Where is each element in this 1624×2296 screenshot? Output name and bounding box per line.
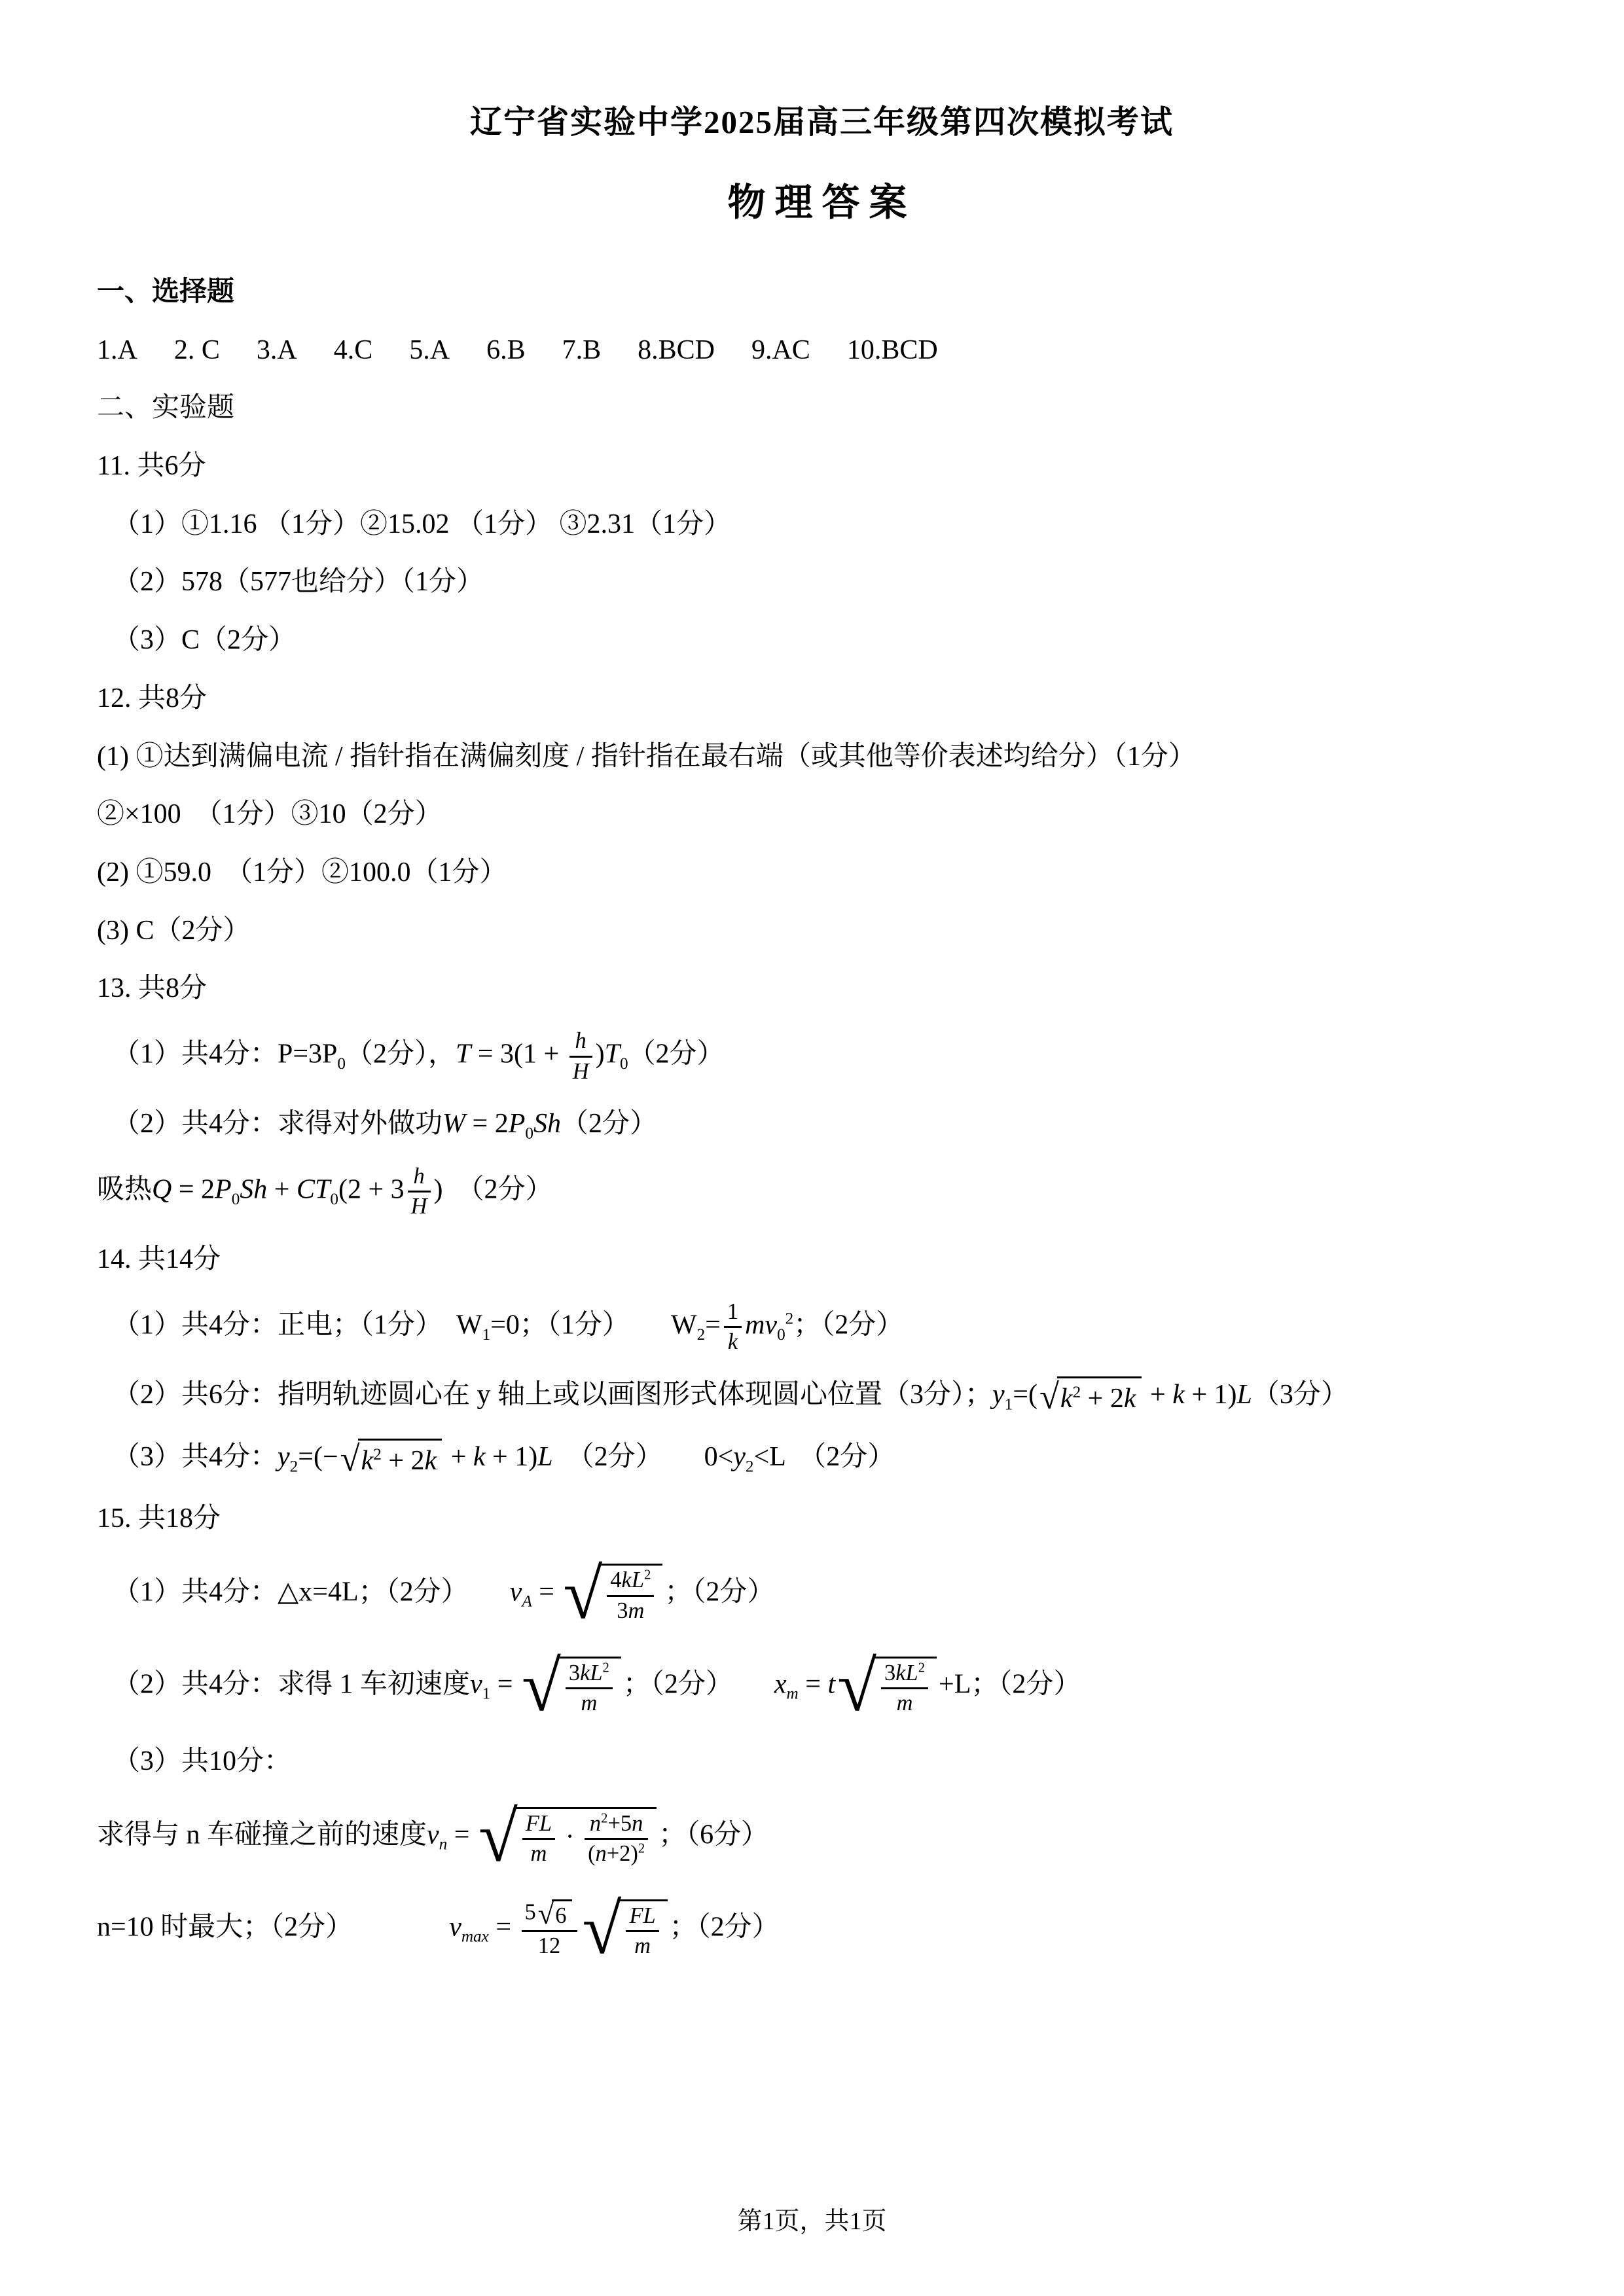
subscript: 1 [482,1325,491,1344]
denominator [408,1193,431,1220]
math-var: H [572,1058,589,1084]
q12-part3 [97,912,1547,950]
text: (1) ①达到满偏电流 / 指针指在满偏刻度 / 指针指在最右端（或其他等价表述均给分）（1分） [97,741,1196,772]
radical-sign: √ [521,1647,561,1727]
radicand [552,1899,571,1929]
sqrt-radical [563,1554,662,1634]
text: （2分） [560,1109,657,1139]
answer-item: 9.AC [751,334,810,365]
denominator [626,1932,659,1960]
text: · [558,1821,582,1852]
math-var: n [589,1810,602,1836]
exam-title: 辽宁省实验中学2025届高三年级第四次模拟考试 [469,104,1174,140]
section-choice-header [97,274,1547,311]
text: （2）共6分：指明轨迹圆心在 y 轴上或以画图形式体现圆心位置（3分）； [113,1379,993,1410]
math-var: L [1236,1379,1252,1410]
denominator [566,1689,613,1717]
answer-item: 8.BCD [638,334,715,365]
subscript: 0 [231,1190,240,1208]
fraction [585,1811,648,1867]
math-var: v [449,1912,461,1943]
numerator [585,1811,648,1840]
subscript: A [522,1592,532,1611]
text: +L；（2分） [939,1669,1081,1700]
math-var: k [1060,1383,1073,1414]
math-var: m [634,1933,651,1959]
numerator [607,1568,654,1597]
denominator [881,1689,928,1717]
math-var: H [410,1194,427,1219]
text: +5 [607,1810,632,1836]
math-var: kL [621,1568,644,1593]
radicand [516,1807,657,1867]
text: = [798,1669,828,1700]
text: = 3(1 + [471,1039,566,1069]
denominator [607,1597,654,1624]
radicand [559,1657,621,1717]
answer-item: 4.C [333,334,373,365]
text: 5 [524,1899,536,1925]
math-var: k [473,1441,486,1472]
text: 12. 共8分 [97,683,208,713]
text: （3）共4分： [113,1441,278,1472]
q12-header [97,680,1547,717]
text: =( [1013,1379,1038,1410]
fraction [408,1164,431,1220]
q15-part1 [97,1554,1547,1634]
text: ( [588,1841,596,1867]
text: （3）C（2分） [113,625,297,656]
q11-part1 [97,506,1547,543]
text: ；（2分） [669,1912,780,1943]
radicand [619,1899,667,1960]
numerator [881,1660,928,1690]
text: = [490,1669,520,1700]
fraction [522,1811,555,1867]
denominator [522,1840,555,1867]
q13-header [97,970,1547,1007]
text: = 2 [465,1109,509,1139]
math-var: Sh [533,1109,561,1139]
text: 4 [610,1568,622,1593]
q11-header [97,448,1547,485]
text: ②×100 （1分）③10（2分） [97,799,442,830]
text: ；（2分） [623,1669,774,1700]
subscript: 2 [289,1457,298,1475]
sqrt-radical [582,1890,668,1969]
radical-sign: √ [478,1797,518,1877]
text: （2）578（577也给分）（1分） [113,567,484,598]
math-var: k [361,1445,374,1476]
superscript: 2 [643,1568,651,1583]
math-var: m [896,1691,913,1716]
text: （3）共10分： [113,1746,292,1777]
text: 13. 共8分 [97,973,208,1004]
text: + [444,1441,473,1472]
text: + [267,1174,297,1205]
text: = [532,1577,562,1607]
document-body [97,274,1547,1969]
math-var: k [1172,1379,1185,1410]
answer-item: 3.A [256,334,297,365]
text: 11. 共6分 [97,451,206,482]
text: （1）共4分：正电；（1分） W [113,1310,482,1340]
math-var: k [1123,1383,1136,1414]
text: 15. 共18分 [97,1503,221,1534]
sqrt-radical [837,1647,937,1727]
text: 1 [727,1299,739,1324]
math-var: P [508,1109,526,1139]
math-var: T [604,1039,620,1069]
q14-part1 [97,1299,1547,1355]
q14-header [97,1241,1547,1278]
q12-part1b [97,796,1547,833]
math-var: Sh [240,1174,268,1205]
numerator [522,1811,555,1840]
numerator [408,1164,431,1193]
math-var: m [628,1598,645,1624]
numerator [522,1899,577,1933]
numerator [569,1028,592,1058]
text: （2）共4分：求得对外做功 [113,1109,443,1139]
denominator [724,1328,742,1355]
subscript: m [786,1685,799,1703]
q13-part2b [97,1164,1547,1220]
fraction [626,1903,659,1960]
text: (3) C（2分） [97,915,251,946]
q13-part1 [97,1028,1547,1085]
math-var: kL [580,1660,603,1685]
text: （3分） [1252,1379,1348,1410]
text: 12 [537,1933,561,1959]
math-var: h [413,1163,425,1189]
math-var: v [427,1820,439,1850]
text: 一、选择题 [97,277,235,307]
math-var: v [509,1577,522,1607]
answer-item: 7.B [562,334,602,365]
subscript: 1 [482,1685,491,1703]
text: + 1) [485,1441,538,1472]
superscript: 2 [638,1841,645,1856]
math-var: x [774,1669,787,1700]
text: <L （2分） [753,1441,895,1472]
text: + 2 [1081,1383,1124,1414]
answer-item: 10.BCD [846,334,938,365]
text: ；（6分） [659,1820,769,1850]
fraction [881,1660,928,1717]
math-var: Q [152,1174,172,1205]
math-var: y [278,1441,290,1472]
math-var: n [595,1841,607,1867]
choice-answers [97,332,1547,369]
math-var: h [575,1028,586,1053]
radicand [1057,1376,1142,1418]
math-var: W [442,1109,466,1139]
fraction [724,1299,742,1355]
text: （2分） [628,1039,725,1069]
text: （2分） 0< [552,1441,734,1472]
q15-header [97,1500,1547,1537]
math-var: FL [525,1810,552,1836]
denominator [569,1058,592,1085]
text: 3 [568,1660,581,1685]
radical-sign: √ [340,1438,360,1479]
text: 6 [555,1903,567,1928]
text: ) [595,1039,605,1069]
text: （1）共4分：△x=4L；（2分） [113,1577,510,1607]
text: = [705,1310,721,1340]
text: 14. 共14分 [97,1244,221,1274]
math-var: m [530,1841,547,1867]
denominator [585,1840,648,1867]
q14-part3 [97,1439,1547,1480]
text: 二、实验题 [97,393,235,423]
text: + 1) [1184,1379,1237,1410]
radicand [600,1564,662,1624]
text: （2）共4分：求得 1 车初速度 [113,1669,471,1700]
text: 3 [617,1598,628,1624]
answer-item: 2. C [173,334,220,365]
text: （1）共4分：P=3P [113,1039,338,1069]
q15-part3-header [97,1743,1547,1780]
superscript: 2 [1072,1383,1081,1401]
fraction [607,1568,654,1624]
sqrt-radical [340,1439,442,1480]
numerator [626,1903,659,1933]
superscript: 2 [785,1310,794,1328]
math-var: k [424,1445,437,1476]
radical-sign: √ [1039,1376,1059,1416]
text: （1）①1.16 （1分）②15.02 （1分） ③2.31（1分） [113,509,732,539]
radical-sign: √ [563,1554,603,1634]
superscript: 2 [601,1811,608,1826]
answers-subtitle: 物理答案 [727,181,916,224]
text: n=10 时最大；（2分） [97,1912,450,1943]
text: = [488,1912,518,1943]
radical-sign: √ [837,1647,877,1727]
math-var: k [727,1329,738,1355]
text: 求得与 n 车碰撞之前的速度 [97,1820,427,1850]
text: +2) [606,1841,638,1867]
q11-part2 [97,564,1547,601]
subscript: 0 [619,1055,628,1073]
sqrt-radical [538,1899,572,1929]
numerator [566,1660,613,1690]
text: = 2 [171,1174,215,1205]
q15-part2 [97,1647,1547,1727]
radicand [875,1657,937,1717]
subscript: 2 [745,1457,754,1475]
text: (2) ①59.0 （1分）②100.0（1分） [97,857,507,888]
fraction [522,1899,577,1960]
subscript: n [439,1835,448,1854]
sqrt-radical [521,1647,621,1727]
subscript: 0 [525,1124,533,1143]
text: + 2 [381,1445,425,1476]
math-var: y [992,1379,1005,1410]
fraction [566,1660,613,1717]
text: ；（2分） [793,1310,904,1340]
radical-sign: √ [582,1890,622,1969]
page-footer: 第1页，共1页 [737,2208,887,2235]
q15-part3a [97,1797,1547,1877]
text: =(− [298,1441,338,1472]
sqrt-radical [1039,1376,1142,1418]
subscript: 0 [337,1055,346,1073]
fraction [569,1028,592,1085]
math-var: kL [895,1660,918,1685]
section-experiment-header [97,389,1547,427]
q12-part1 [97,738,1547,776]
math-var: P [215,1174,232,1205]
math-var: n [632,1810,643,1836]
text: （2分）， [346,1039,456,1069]
q13-part2 [97,1105,1547,1143]
math-var: T [456,1039,471,1069]
answer-item: 5.A [409,334,450,365]
q14-part2 [97,1376,1547,1418]
text: (2 + 3 [338,1174,405,1205]
document-content [97,97,1547,1986]
superscript: 2 [918,1660,926,1676]
radical-sign: √ [537,1897,554,1931]
math-var: y [733,1441,746,1472]
text: 3 [884,1660,896,1685]
superscript: 2 [373,1445,382,1463]
math-var: t [827,1669,836,1700]
subscript: 0 [777,1325,785,1344]
answer-item: 1.A [97,334,137,365]
numerator [724,1299,742,1329]
denominator [522,1932,577,1960]
superscript: 2 [602,1660,609,1676]
answer-item: 6.B [486,334,526,365]
sqrt-radical [478,1797,657,1877]
math-var: FL [629,1903,656,1928]
text: =0；（1分） W [490,1310,697,1340]
math-var: m [581,1691,598,1716]
text: + [1143,1379,1173,1410]
math-var: mv [745,1310,778,1340]
math-var: L [537,1441,553,1472]
q12-part2 [97,854,1547,891]
q11-part3 [97,622,1547,659]
text: ；（2分） [664,1577,775,1607]
q15-part3b [97,1890,1547,1969]
math-var: v [470,1669,482,1700]
text: = [447,1820,477,1850]
subscript: 2 [696,1325,706,1344]
text: ) （2分） [433,1174,553,1205]
subscript: 0 [330,1190,338,1208]
text: 吸热 [97,1174,153,1205]
subscript: 1 [1004,1395,1013,1414]
math-var: CT [296,1174,331,1205]
subscript: max [461,1928,489,1946]
radicand [358,1439,442,1480]
